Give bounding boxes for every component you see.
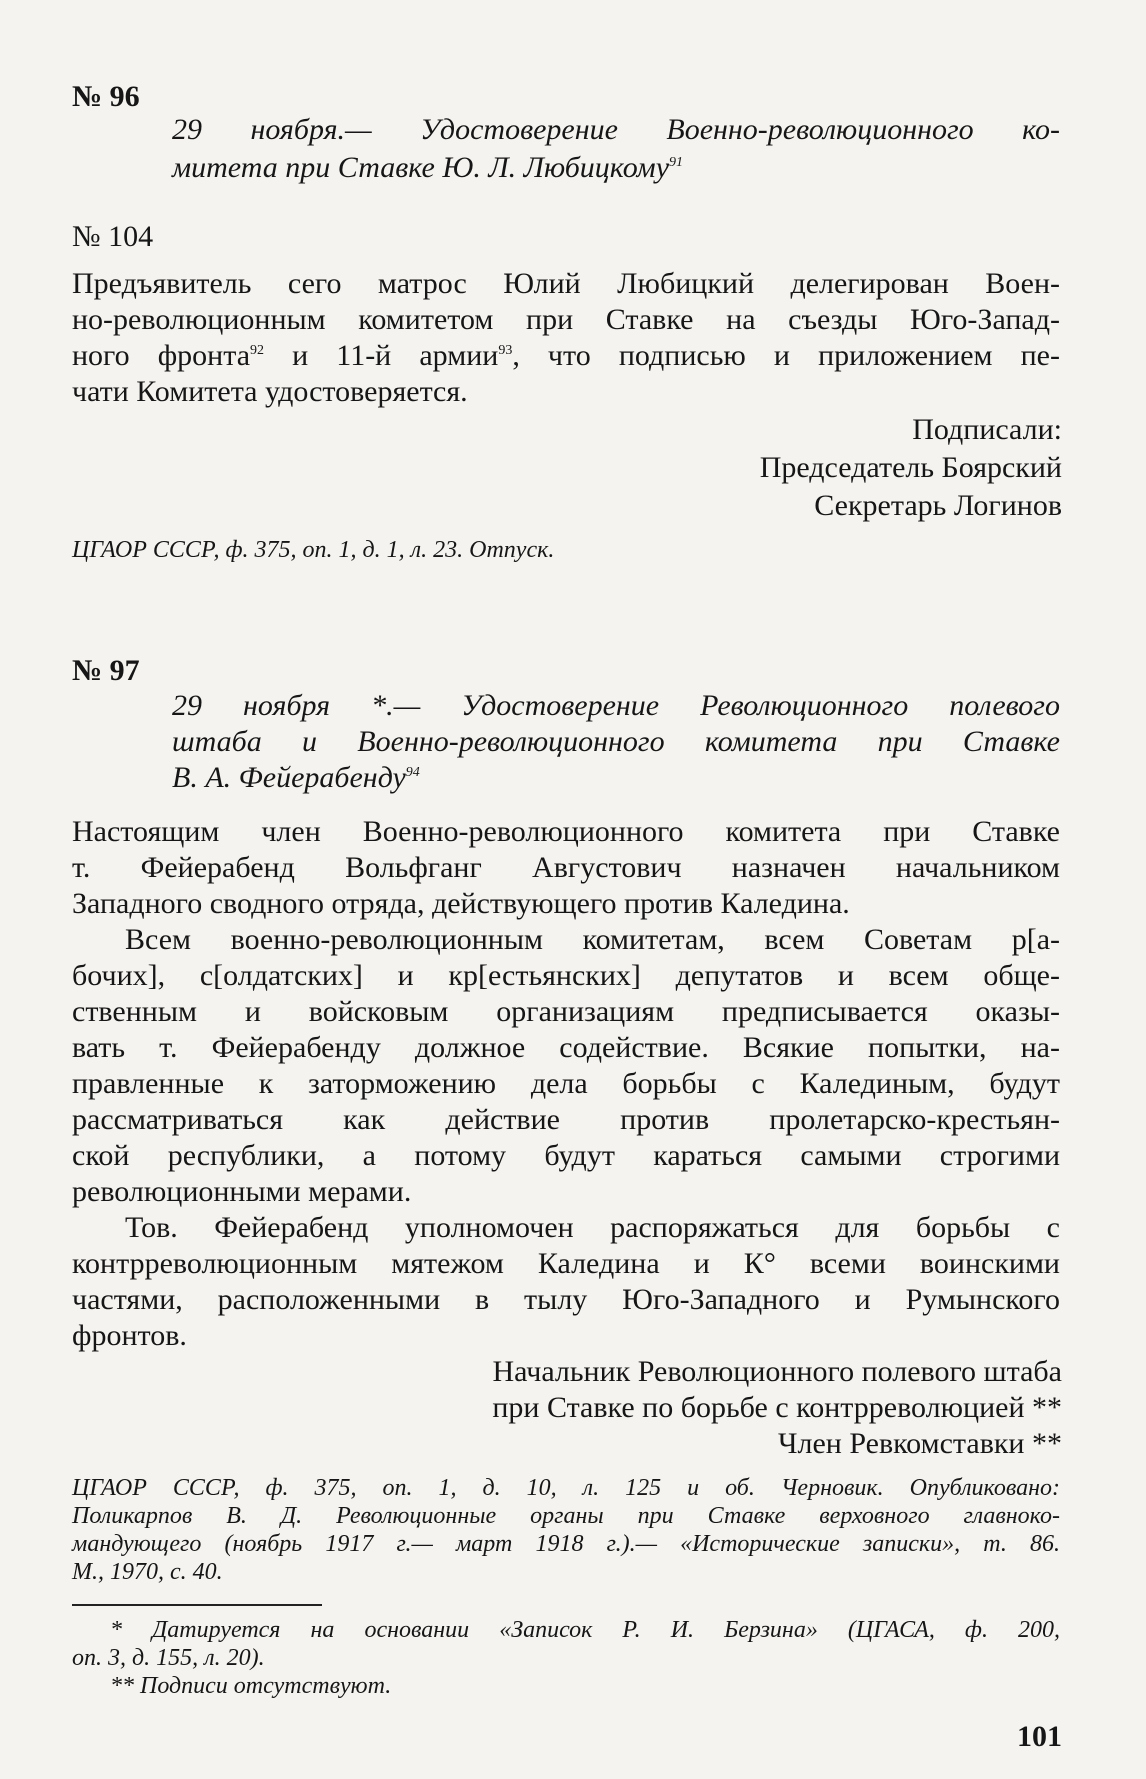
doc96-line3-a: ного фронта <box>72 339 251 372</box>
doc97-heading-line1: 29 ноября *.— Удостоверение Революционного полевого <box>172 689 1060 722</box>
doc97-heading-line3 <box>172 760 420 796</box>
doc96-body-line4: чати Комитета удостоверяется. <box>72 375 468 408</box>
doc96-body-line1: Предъявитель сего матрос Юлий Любицкий делегирован Воен- <box>72 267 1060 300</box>
footnote-divider <box>72 1604 322 1606</box>
doc97-sign-chief-cont: при Ставке по борьбе с контрреволюцией ** <box>492 1391 1062 1424</box>
doc97-source-line: М., 1970, с. 40. <box>72 1559 223 1585</box>
doc97-source-line: Поликарпов В. Д. Революционные органы при Ставке верховного главноко- <box>72 1503 1060 1529</box>
doc97-para1-line: Западного сводного отряда, действующего против Каледина. <box>72 887 850 920</box>
doc97-para2-line: вать т. Фейерабенду должное содействие. Всякие попытки, на- <box>72 1031 1060 1064</box>
doc96-heading-line2 <box>172 150 683 186</box>
footnote-line: ** Подписи отсутствуют. <box>110 1673 392 1699</box>
footnote-line: оп. 3, д. 155, л. 20). <box>72 1645 265 1671</box>
doc96-heading-text: митета при Ставке Ю. Л. Любицкому <box>172 151 670 184</box>
doc97-para2-line: ской республики, а потому будут караться самыми строгими <box>72 1139 1060 1172</box>
doc97-heading-line2: штаба и Военно-революционного комитета при Ставке <box>172 725 1060 758</box>
doc97-para2-line: правленные к заторможению дела борьбы с Калединым, будут <box>72 1067 1060 1100</box>
page-number: 101 <box>1017 1720 1062 1753</box>
doc97-sign-member: Член Ревкомставки ** <box>778 1427 1062 1460</box>
footnote-line: * Датируется на основании «Записок Р. И. Берзина» (ЦГАСА, ф. 200, <box>110 1617 1060 1643</box>
doc96-heading-note: 91 <box>669 155 684 170</box>
doc96-body-line2: но-революционным комитетом при Ставке на съезды Юго-Запад- <box>72 303 1060 336</box>
doc97-source-line: ЦГАОР СССР, ф. 375, оп. 1, д. 10, л. 125 и об. Черновик. Опубликовано: <box>72 1475 1060 1501</box>
doc96-number: № 96 <box>72 80 140 113</box>
doc97-para2-line: Всем военно-революционным комитетам, всем Советам р[а- <box>125 923 1060 956</box>
doc97-number: № 97 <box>72 654 140 687</box>
doc97-para2-line: ственным и войсковым организациям предписывается оказы- <box>72 995 1060 1028</box>
doc97-para1-line: Настоящим член Военно-революционного комитета при Ставке <box>72 815 1060 848</box>
doc97-heading-text: В. А. Фейерабенду <box>172 761 406 794</box>
doc96-body-line3 <box>72 338 1060 374</box>
doc96-heading-line1: 29 ноября.— Удостоверение Военно-революционного ко- <box>172 113 1060 146</box>
doc97-para1-line: т. Фейерабенд Вольфганг Августович назначен начальником <box>72 851 1060 884</box>
doc97-para3-line: частями, расположенными в тылу Юго-Западного и Румынского <box>72 1283 1060 1316</box>
doc97-para2-line: рассматриваться как действие против пролетарско-крестьян- <box>72 1103 1060 1136</box>
doc96-note-93: 93 <box>498 343 513 358</box>
doc97-para3-line: Тов. Фейерабенд уполномочен распоряжаться для борьбы с <box>125 1211 1060 1244</box>
doc96-signer-secretary: Секретарь Логинов <box>814 489 1062 522</box>
doc97-para2-line: бочих], с[олдатских] и кр[естьянских] депутатов и всем обще- <box>72 959 1060 992</box>
doc97-heading-note: 94 <box>405 765 420 780</box>
doc96-signed-label: Подписали: <box>912 413 1062 446</box>
doc96-reg-number: № 104 <box>72 220 154 253</box>
doc96-note-92: 92 <box>250 343 265 358</box>
doc97-source-line: мандующего (ноябрь 1917 г.— март 1918 г.).— «Исторические записки», т. 86. <box>72 1531 1060 1557</box>
doc96-line3-b: и 11-й армии <box>264 339 499 372</box>
doc96-source: ЦГАОР СССР, ф. 375, оп. 1, д. 1, л. 23. Отпуск. <box>72 537 555 563</box>
doc97-sign-chief: Начальник Революционного полевого штаба <box>492 1355 1062 1388</box>
doc96-line3-c: , что подписью и приложением пе- <box>512 339 1060 372</box>
doc97-para3-line: контрреволюционным мятежом Каледина и К° всеми воинскими <box>72 1247 1060 1280</box>
doc97-para3-line: фронтов. <box>72 1319 187 1352</box>
doc97-para2-line: революционными мерами. <box>72 1175 412 1208</box>
doc96-signer-chairman: Председатель Боярский <box>759 451 1062 484</box>
